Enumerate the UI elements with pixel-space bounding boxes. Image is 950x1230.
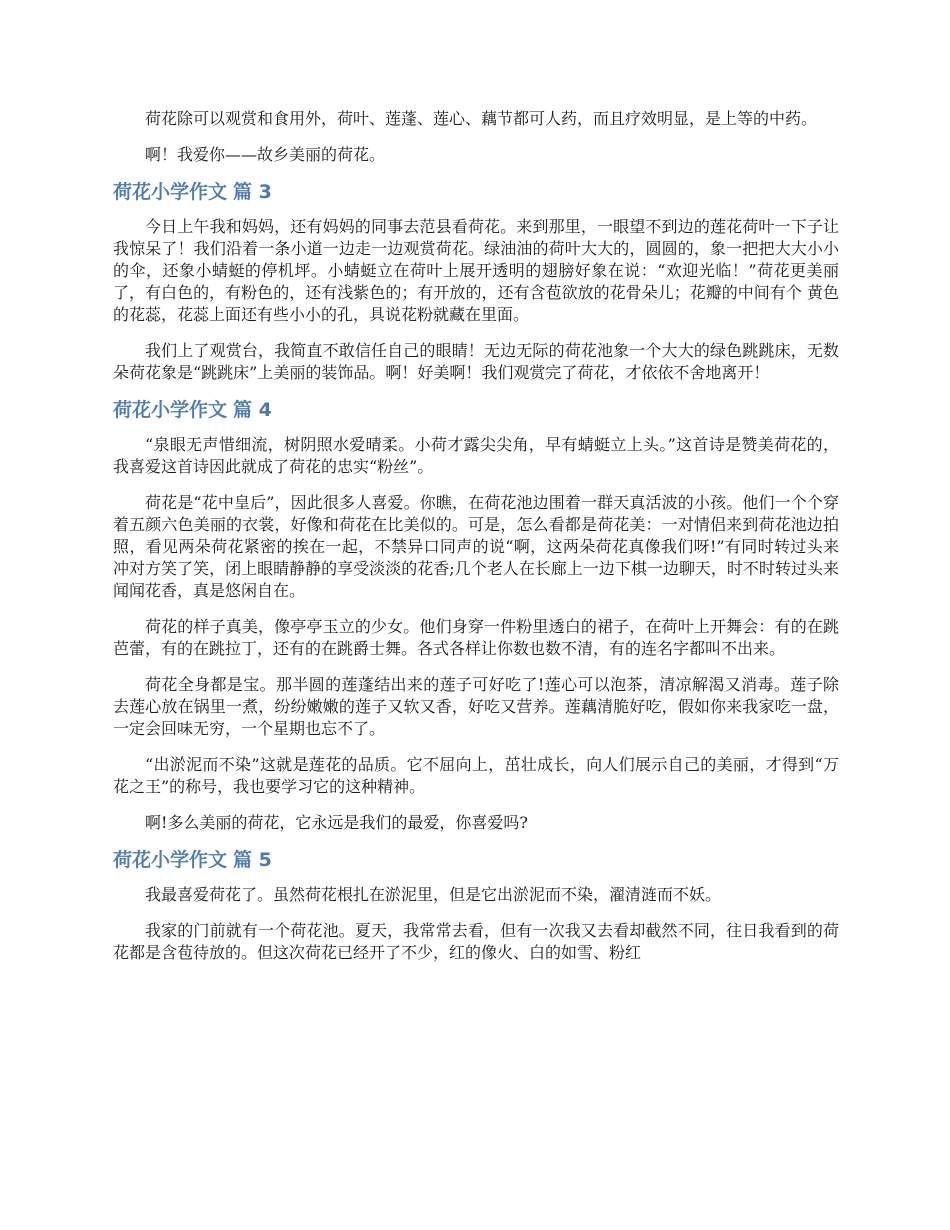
paragraph: 荷花的样子真美，像亭亭玉立的少女。他们身穿一件粉里透白的裙子，在荷叶上开舞会：有的在跳芭蕾，有的在跳拉丁，还有的在跳爵士舞。各式各样让你数也数不清，有的连名字都叫不出来。 (113, 617, 839, 658)
paragraph: 啊!多么美丽的荷花，它永远是我们的最爱，你喜爱吗? (145, 813, 529, 832)
paragraph: 荷花是“花中皇后”，因此很多人喜爱。你瞧，在荷花池边围着一群天真活波的小孩。他们一个个穿着五颜六色美丽的衣裳，好像和荷花在比美似的。可是，怎么看都是荷花美：一对情侣来到荷花池边拍照，看见两朵荷花紧密的挨在一起，不禁异口同声的说“啊，这两朵荷花真像我们呀!”有同时转过头来冲对方笑了笑，闭上眼睛静静的享受淡淡的花香;几个老人在长廊上一边下棋一边聊天，时不时转过头来闻闻花香，真是悠闲自在。 (113, 493, 839, 600)
paragraph: 荷花除可以观赏和食用外，荷叶、莲蓬、莲心、藕节都可人药，而且疗效明显，是上等的中药。 (145, 109, 818, 128)
section-heading-title: 荷花小学作文 (113, 399, 228, 421)
paragraph: 今日上午我和妈妈，还有妈妈的同事去范县看荷花。来到那里，一眼望不到边的莲花荷叶一下子让我惊呆了！我们沿着一条小道一边走一边观赏荷花。绿油油的荷叶大大的，圆圆的，象一把把大大小小 的伞，还象小蜻蜓的停机坪。小蜻蜓立在荷叶上展开透明的翅膀好象在说：“欢迎光临！”荷花更美丽了，有白色的，有粉色的，还有浅紫色的；有开放的，还有含苞欲放的花骨朵儿；花瓣的中间有个 黄色的花蕊，花蕊上面还有些小小的孔，具说花粉就藏在里面。 (113, 217, 839, 324)
section-heading (113, 180, 839, 204)
paragraph: 我家的门前就有一个荷花池。夏天，我常常去看，但有一次我又去看却截然不同，往日我看到的荷花都是含苞待放的。但这次荷花已经开了不少，红的像火、白的如雪、粉红 (113, 921, 839, 962)
section-heading-number: 篇 5 (233, 849, 272, 871)
paragraph: 啊！我爱你——故乡美丽的荷花。 (145, 145, 386, 164)
section-heading-number: 篇 4 (233, 399, 272, 421)
section-heading-title: 荷花小学作文 (113, 181, 228, 203)
section-heading-title: 荷花小学作文 (113, 849, 228, 871)
paragraph: 我最喜爱荷花了。虽然荷花根扎在淤泥里，但是它出淤泥而不染，濯清涟而不妖。 (145, 885, 722, 904)
section-heading-number: 篇 3 (233, 181, 272, 203)
paragraph: 荷花全身都是宝。那半圆的莲蓬结出来的莲子可好吃了!莲心可以泡茶，清凉解渴又消毒。莲子除去莲心放在锅里一煮，纷纷嫩嫩的莲子又软又香，好吃又营养。莲藕清脆好吃，假如你来我家吃一盘，一定会回味无穷，一个星期也忘不了。 (113, 675, 839, 738)
document-page (113, 108, 839, 978)
paragraph: 我们上了观赏台，我简直不敢信任自己的眼睛！无边无际的荷花池象一个大大的绿色跳跳床，无数朵荷花象是“跳跳床”上美丽的装饰品。啊！好美啊！我们观赏完了荷花，才依依不舍地离开！ (113, 341, 839, 382)
section-heading (113, 398, 839, 422)
section-heading (113, 848, 839, 872)
paragraph: “泉眼无声惜细流，树阴照水爱晴柔。小荷才露尖尖角，早有蜻蜓立上头。”这首诗是赞美荷花的，我喜爱这首诗因此就成了荷花的忠实“粉丝”。 (113, 435, 839, 476)
paragraph: “出淤泥而不染”这就是莲花的品质。它不屈向上，茁壮成长，向人们展示自己的美丽，才得到“万花之王”的称号，我也要学习它的这种精神。 (113, 755, 839, 796)
